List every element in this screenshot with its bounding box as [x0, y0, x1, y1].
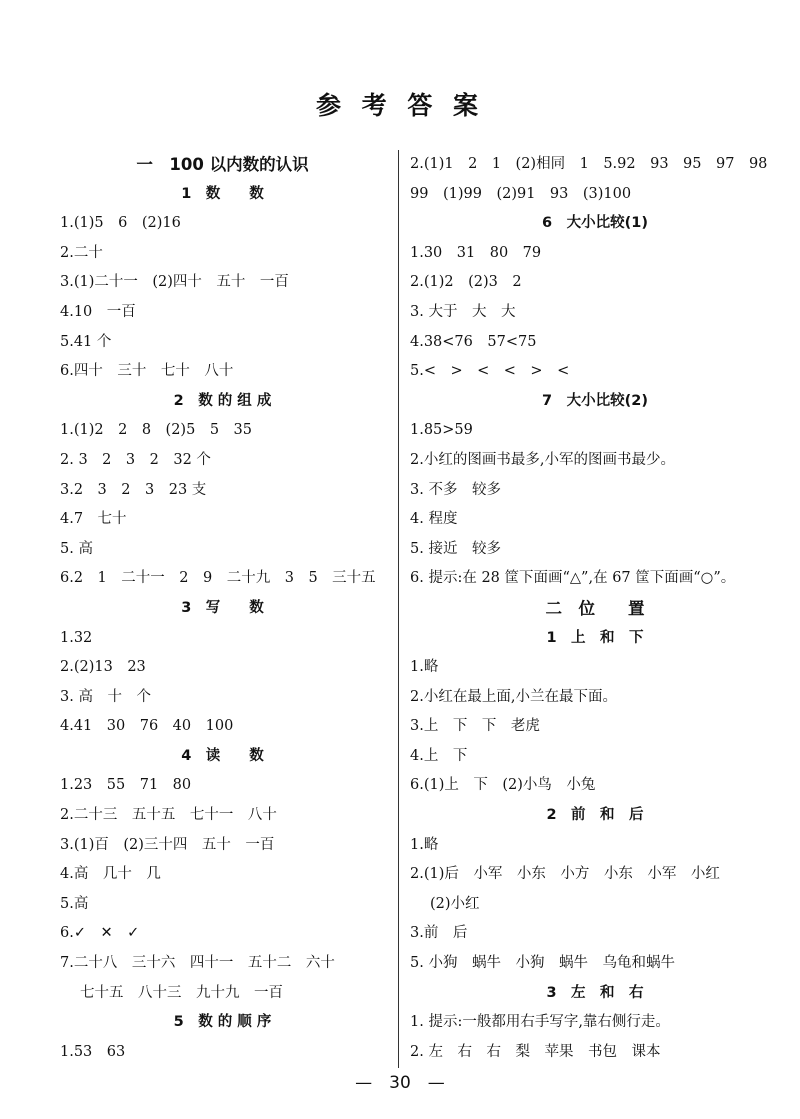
section-heading: 5 数 的 顺 序: [173, 1014, 272, 1031]
answer-line: 3.上 下 下 老虎: [410, 718, 540, 735]
answer-line-continuation: (2)小红: [430, 895, 480, 912]
answer-line: 2.(1)后 小军 小东 小方 小东 小军 小红: [410, 866, 720, 883]
answer-line: 2. 3 2 3 2 32 个: [60, 451, 211, 468]
chapter-heading: 二 位 置: [545, 598, 645, 618]
section-heading: 1 上 和 下: [546, 629, 644, 646]
page-title: 参 考 答 案: [315, 91, 485, 120]
answer-line-continuation: 七十五 八十三 九十九 一百: [80, 984, 283, 1001]
answer-line: 5. 高: [60, 540, 93, 557]
answer-line: 1. 提示:一般都用右手写字,靠右侧行走。: [410, 1014, 670, 1031]
answer-line: 2.(1)2 (2)3 2: [410, 274, 522, 291]
answer-line: 3.前 后: [410, 925, 468, 942]
answer-line: 6.(1)上 下 (2)小鸟 小兔: [410, 777, 596, 794]
section-heading: 2 数 的 组 成: [173, 392, 272, 409]
answer-column-left: [60, 150, 385, 1067]
answer-line: 5. 接近 较多: [410, 540, 501, 557]
answer-line: 4. 程度: [410, 511, 458, 528]
section-heading: 4 读 数: [181, 747, 264, 764]
answer-line: 5. 小狗 蜗牛 小狗 蜗牛 乌龟和蜗牛: [410, 955, 675, 972]
answer-line: 2.(2)13 23: [60, 659, 146, 676]
answer-line: 4.上 下: [410, 747, 468, 764]
answer-line: 4.高 几十 几: [60, 866, 161, 883]
answer-line: 1.32: [60, 629, 93, 646]
answer-line: 6.✓ ✕ ✓: [60, 925, 140, 942]
answer-line: 2.二十: [60, 244, 103, 261]
section-heading: 2 前 和 后: [546, 807, 644, 824]
answer-line: 1.85>59: [410, 422, 473, 439]
answer-column-right: [410, 150, 780, 1067]
column-divider: [398, 150, 399, 1068]
answer-line: 2.小红的图画书最多,小军的图画书最少。: [410, 451, 675, 468]
answer-line: 1.30 31 80 79: [410, 244, 542, 261]
answer-line: 3.2 3 2 3 23 支: [60, 481, 207, 498]
answer-line: 5.< > < < > <: [410, 363, 570, 380]
answer-line: 4.38<76 57<75: [410, 333, 537, 350]
answer-line: 1.略: [410, 836, 439, 853]
answer-line: 4.7 七十: [60, 511, 127, 528]
answer-line: 2.小红在最上面,小兰在最下面。: [410, 688, 617, 705]
section-heading: 6 大小比较(1): [542, 215, 648, 232]
answer-line: 3.(1)二十一 (2)四十 五十 一百: [60, 274, 289, 291]
answer-line: 4.10 一百: [60, 303, 136, 320]
answer-line: 4.41 30 76 40 100: [60, 718, 234, 735]
answer-line: 7.二十八 三十六 四十一 五十二 六十: [60, 955, 335, 972]
chapter-heading: 一 100 以内数的认识: [136, 155, 309, 174]
section-heading: 3 左 和 右: [546, 984, 644, 1001]
section-heading: 1 数 数: [181, 185, 264, 202]
answer-line: 1.53 63: [60, 1043, 126, 1060]
answer-line: 6.四十 三十 七十 八十: [60, 363, 234, 380]
section-heading: 3 写 数: [181, 599, 264, 616]
answer-line: 3.(1)百 (2)三十四 五十 一百: [60, 836, 275, 853]
answer-line: 2. 左 右 右 梨 苹果 书包 课本: [410, 1043, 661, 1060]
answer-line: 6. 提示:在 28 筐下面画“△”,在 67 筐下面画“○”。: [410, 570, 736, 587]
answer-line: 2.二十三 五十五 七十一 八十: [60, 807, 277, 824]
answer-line: 3. 高 十 个: [60, 688, 151, 705]
answer-line: 5.高: [60, 895, 89, 912]
section-heading: 7 大小比较(2): [542, 392, 648, 409]
answer-line: 3. 不多 较多: [410, 481, 501, 498]
answer-line: 5.41 个: [60, 333, 112, 350]
answer-line: 1.略: [410, 659, 439, 676]
answer-line: 3. 大于 大 大: [410, 303, 516, 320]
page-number: — 30 —: [355, 1073, 445, 1093]
answer-line: 2.(1)1 2 1 (2)相同 1 5.92 93 95 97 98: [410, 156, 768, 172]
answer-line: 1.(1)2 2 8 (2)5 5 35: [60, 422, 252, 439]
answer-line: 1.(1)5 6 (2)16: [60, 215, 181, 232]
answer-line: 1.23 55 71 80: [60, 777, 192, 794]
answer-line: 99 (1)99 (2)91 93 (3)100: [410, 185, 632, 202]
answer-line: 6.2 1 二十一 2 9 二十九 3 5 三十五: [60, 570, 376, 587]
